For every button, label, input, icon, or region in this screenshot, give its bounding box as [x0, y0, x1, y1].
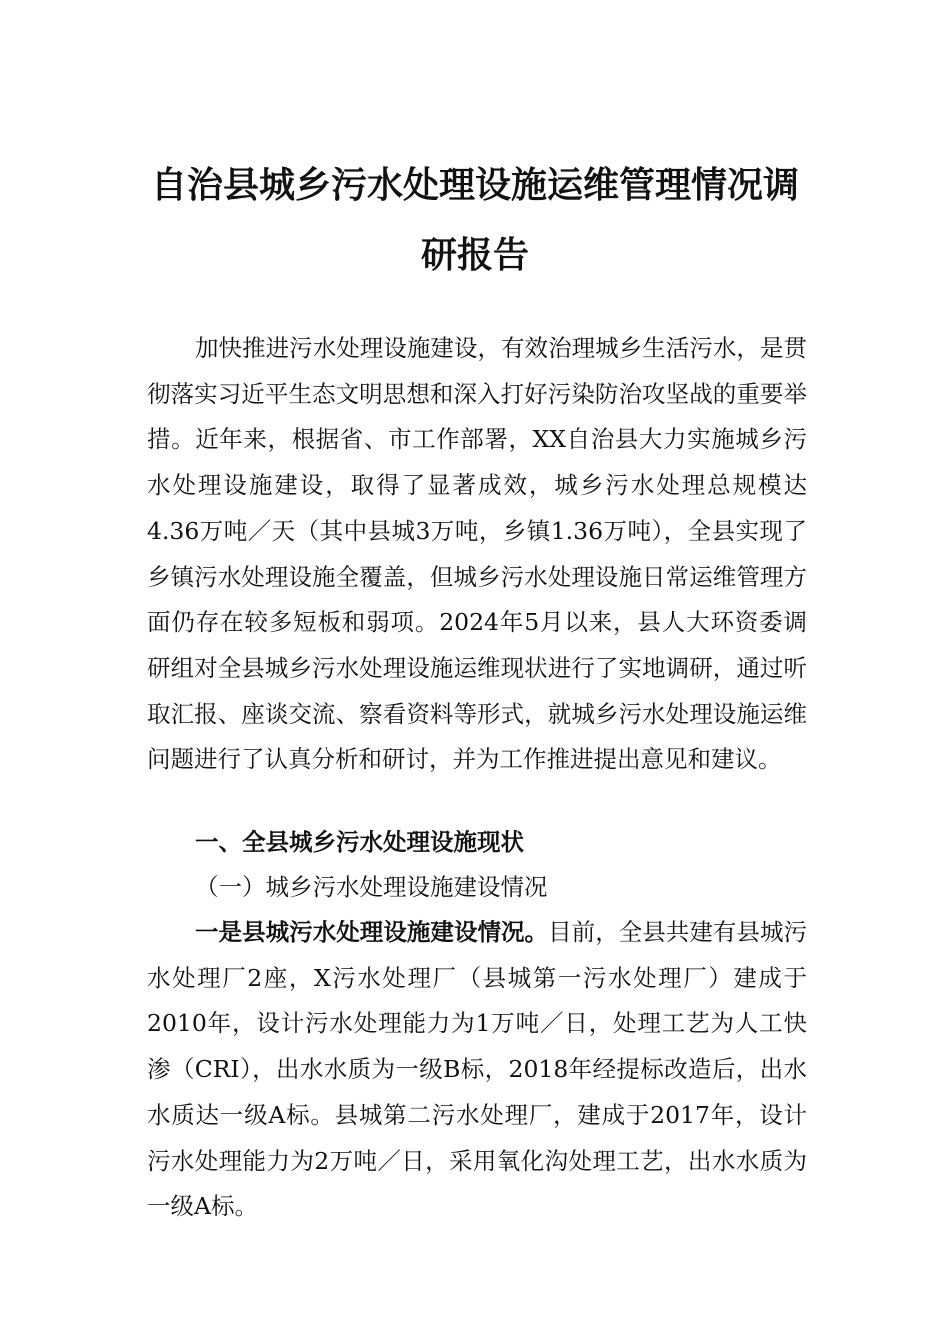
document-title: 自治县城乡污水处理设施运维管理情况调研报告 — [150, 164, 799, 276]
paragraph-body: 目前，全县共建有县城污水处理厂2座，X污水处理厂（县城第一污水处理厂）建成于2010年，设计污水处理能力为1万吨／日，处理工艺为人工快渗（CRI），出水水质为一级B标，2018年经提标改造后，出水水质达一级A标。县城第二污水处理厂，建成于2017年，设计污水处理能力为2万吨／日，采用氧化沟处理工艺，出水水质为一级A标。 — [147, 918, 808, 1221]
section-heading: 一、全县城乡污水处理设施现状 — [195, 828, 524, 856]
county-wastewater-paragraph — [147, 910, 807, 1230]
paragraph-lead: 一是县城污水处理设施建设情况。 — [195, 918, 549, 946]
subsection-heading: （一）城乡污水处理设施建设情况 — [195, 873, 548, 901]
intro-paragraph: 加快推进污水处理设施建设，有效治理城乡生活污水，是贯彻落实习近平生态文明思想和深入打好污染防治攻坚战的重要举措。近年来，根据省、市工作部署，XX自治县大力实施城乡污水处理设施建设，取得了显著成效，城乡污水处理总规模达4.36万吨／天（其中县城3万吨，乡镇1.36万吨），全县实现了乡镇污水处理设施全覆盖，但城乡污水处理设施日常运维管理方面仍存在较多短板和弱项。2024年5月以来，县人大环资委调研组对全县城乡污水处理设施运维现状进行了实地调研，通过听取汇报、座谈交流、察看资料等形式，就城乡污水处理设施运维问题进行了认真分析和研讨，并为工作推进提出意见和建议。 — [147, 334, 807, 774]
